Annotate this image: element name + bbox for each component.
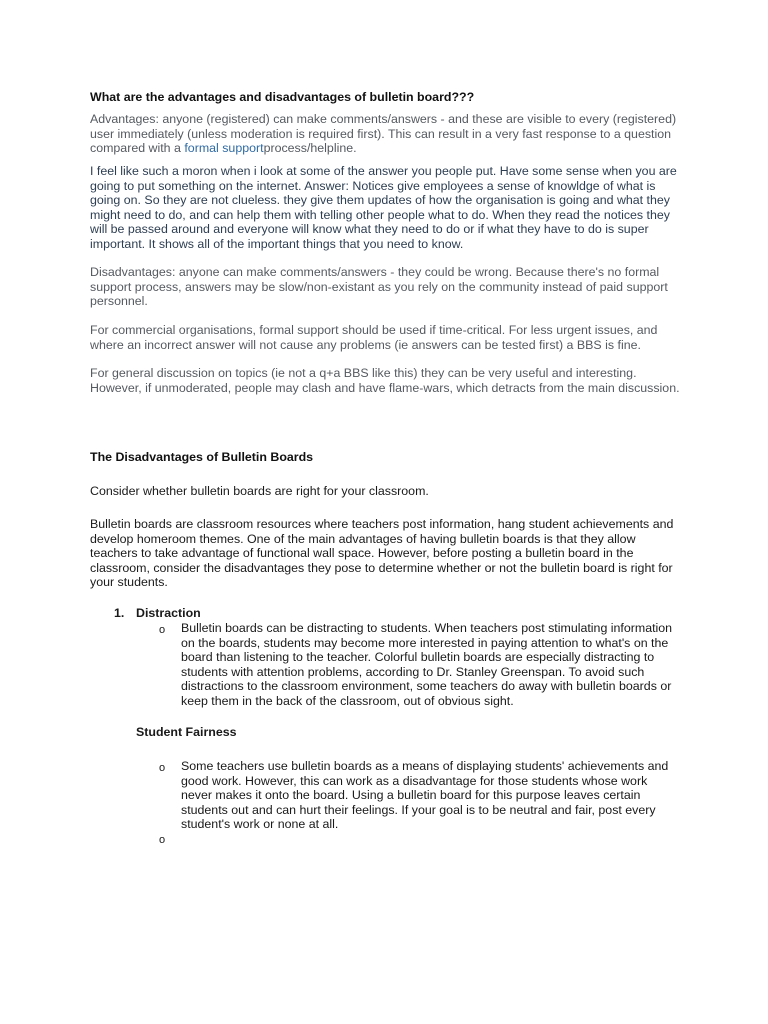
disadvantages-paragraph: Disadvantages: anyone can make comments/answers - they could be wrong. Because there's no formal support process, answers may be slow/non-existant as you rely on the community instead of paid support personnel. (90, 265, 668, 309)
advantages-text-end: process/helpline. (263, 141, 357, 156)
section2-body: Bulletin boards are classroom resources where teachers post information, hang student achievements and develop homeroom themes. One of the main advantages of having bulletin boards is that they allow teachers to take advantage of functional wall space. However, before posting a bulletin board in the classroom, consider the disadvantages they pose to determine whether or not the bulletin board is right for your students. (90, 517, 674, 590)
formal-support-link[interactable]: formal support (184, 141, 264, 156)
student-fairness-text: Some teachers use bulletin boards as a means of displaying students' achievements and good work. However, this can work as a disadvantage for those students whose work never makes it onto the board. Using a bulletin board for this purpose leaves certain students out and can hurt their feelings. If your goal is to be neutral and fair, post every student's work or none at all. (181, 759, 669, 832)
distraction-text: Bulletin boards can be distracting to students. When teachers post stimulating information on the boards, students may become more interested in paying attention to what's on the board than listening to the teacher. Colorful bulletin boards are especially distracting to students with attention problems, according to Dr. Stanley Greenspan. To avoid such distractions to the classroom environment, some teachers do away with bulletin boards or keep them in the back of the classroom, out of obvious sight. (181, 621, 673, 708)
bullet-marker: o (159, 762, 166, 774)
advantages-paragraph (90, 112, 682, 156)
student-fairness-title: Student Fairness (136, 725, 237, 739)
section2-intro: Consider whether bulletin boards are right for your classroom. (90, 484, 429, 498)
section1-heading: What are the advantages and disadvantages of bulletin board??? (90, 90, 475, 104)
bullet-marker: o (159, 624, 166, 636)
section2-heading: The Disadvantages of Bulletin Boards (90, 450, 314, 464)
empty-bullet-marker: o (159, 834, 166, 846)
commercial-paragraph: For commercial organisations, formal support should be used if time-critical. For less urgent issues, and where an incorrect answer will not cause any problems (ie answers can be tested first) a BBS is fine. (90, 323, 658, 352)
distraction-title: Distraction (136, 606, 201, 620)
moron-paragraph: I feel like such a moron when i look at some of the answer you people put. Have some sense when you are going to put something on the internet. Answer: Notices give employees a sense of knowldge of what is going on. So they are not clueless. they give them updates of how the organisation is going and what they might need to do, and can help them with telling other people what to do. When they read the notices they will be passed around and everyone will know what they need to do or if what they have to do is super important. It shows all of the important things that you need to know. (90, 164, 677, 251)
advantages-text: Advantages: anyone (registered) can make comments/answers - and these are visible to every (registered) user immediately (unless moderation is required first). This can result in a very fast response to a question compared with a (90, 112, 677, 156)
general-discussion-paragraph: For general discussion on topics (ie not a q+a BBS like this) they can be very useful and interesting. However, if unmoderated, people may clash and have flame-wars, which detracts from the main discussion. (90, 366, 680, 395)
list-number: 1. (114, 606, 125, 620)
